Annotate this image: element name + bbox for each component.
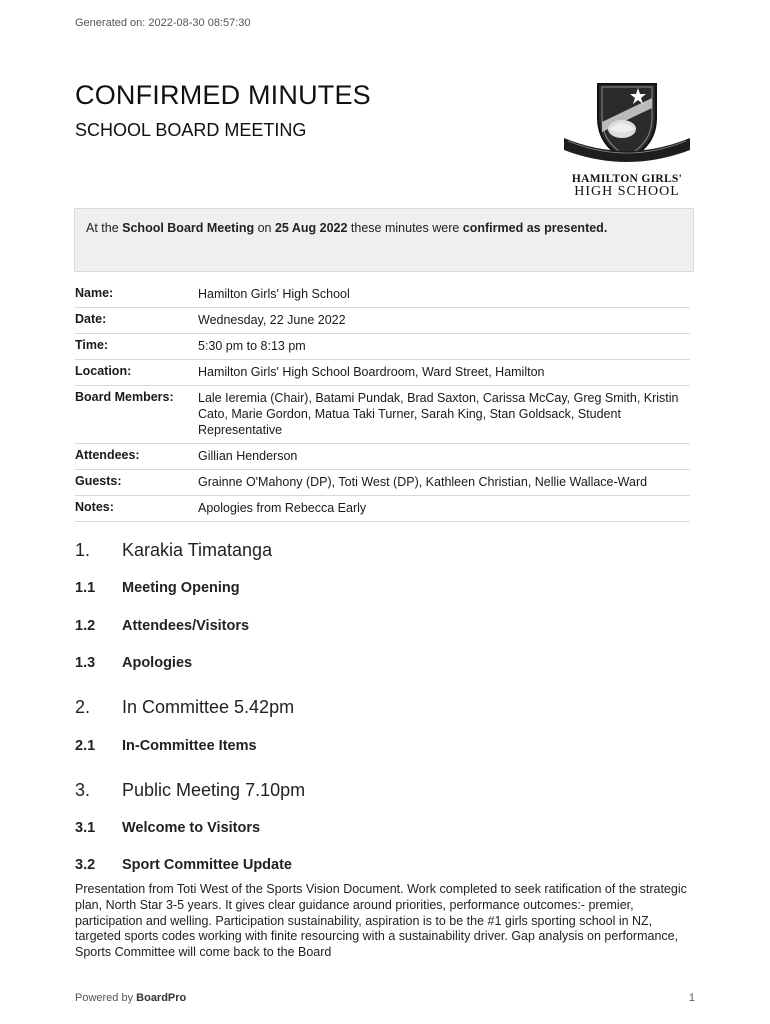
detail-row-name bbox=[75, 283, 690, 308]
school-logo bbox=[562, 74, 692, 200]
detail-value: Gillian Henderson bbox=[198, 449, 298, 463]
meeting-details bbox=[75, 283, 690, 522]
confirmation-box bbox=[74, 208, 694, 272]
detail-value: Grainne O'Mahony (DP), Toti West (DP), Kathleen Christian, Nellie Wallace-Ward bbox=[198, 475, 648, 489]
school-name-line1: HAMILTON GIRLS' bbox=[571, 173, 683, 185]
detail-row-board-members bbox=[75, 386, 690, 444]
sport-committee-text: Presentation from Toti West of the Sports Vision Document. Work completed to seek ratification of the strategic plan, North Star 3-5 years. It gives clear guidance around priorities, performance outcomes:- premier, participation and welling. Participation sustainability, aspiration is to be the #1 girls sporting school in NZ, targeted sports codes working with finite resourcing with a sustainability driver. Gap analysis on performance, Sports Committee will come back to the Board bbox=[75, 882, 687, 960]
detail-label: Location: bbox=[75, 364, 132, 378]
page-subtitle: SCHOOL BOARD MEETING bbox=[75, 120, 307, 140]
detail-row-notes bbox=[75, 496, 690, 522]
agenda-item: 1.3 Apologies bbox=[75, 655, 193, 671]
page-number: 1 bbox=[688, 992, 695, 1004]
boardpro-link: BoardPro bbox=[136, 992, 187, 1004]
school-crest-icon bbox=[562, 74, 692, 172]
detail-label: Date: bbox=[75, 312, 107, 326]
detail-row-time bbox=[75, 334, 690, 360]
detail-row-date bbox=[75, 308, 690, 334]
agenda-item: 3.2 Sport Committee Update bbox=[75, 857, 292, 873]
detail-value: Wednesday, 22 June 2022 bbox=[198, 313, 346, 327]
detail-value: Apologies from Rebecca Early bbox=[198, 501, 367, 515]
detail-value: Hamilton Girls' High School bbox=[198, 287, 350, 301]
detail-label: Time: bbox=[75, 338, 109, 352]
generated-timestamp: Generated on: 2022-08-30 08:57:30 bbox=[75, 17, 251, 29]
detail-label: Guests: bbox=[75, 474, 122, 488]
detail-row-location bbox=[75, 360, 690, 386]
detail-label: Attendees: bbox=[75, 448, 140, 462]
agenda-item: 1.1 Meeting Opening bbox=[75, 580, 240, 596]
confirmation-text: At the School Board Meeting on 25 Aug 2022 these minutes were confirmed as presented. bbox=[86, 221, 608, 235]
detail-label: Name: bbox=[75, 286, 114, 300]
detail-value: Lale Ieremia (Chair), Batami Pundak, Brad Saxton, Carissa McCay, Greg Smith, Kristin Cato, Marie Gordon, Matua Taki Turner, Sarah King, Stan Goldsack, Student Representative bbox=[198, 391, 679, 437]
footer-powered-by: Powered by BoardPro bbox=[75, 992, 187, 1004]
section-heading: 3. Public Meeting 7.10pm bbox=[75, 780, 306, 800]
detail-label: Board Members: bbox=[75, 390, 174, 404]
section-heading: 1. Karakia Timatanga bbox=[75, 540, 273, 560]
school-name-line2: HIGH SCHOOL bbox=[574, 184, 680, 199]
agenda-item: 3.1 Welcome to Visitors bbox=[75, 820, 261, 836]
detail-label: Notes: bbox=[75, 500, 114, 514]
page-title: CONFIRMED MINUTES bbox=[75, 80, 371, 110]
detail-value: Hamilton Girls' High School Boardroom, Ward Street, Hamilton bbox=[198, 365, 545, 379]
section-heading: 2. In Committee 5.42pm bbox=[75, 697, 295, 717]
agenda-item: 1.2 Attendees/Visitors bbox=[75, 618, 250, 634]
detail-value: 5:30 pm to 8:13 pm bbox=[198, 339, 306, 353]
agenda-item: 2.1 In-Committee Items bbox=[75, 738, 257, 754]
detail-row-attendees bbox=[75, 444, 690, 470]
detail-row-guests bbox=[75, 470, 690, 496]
